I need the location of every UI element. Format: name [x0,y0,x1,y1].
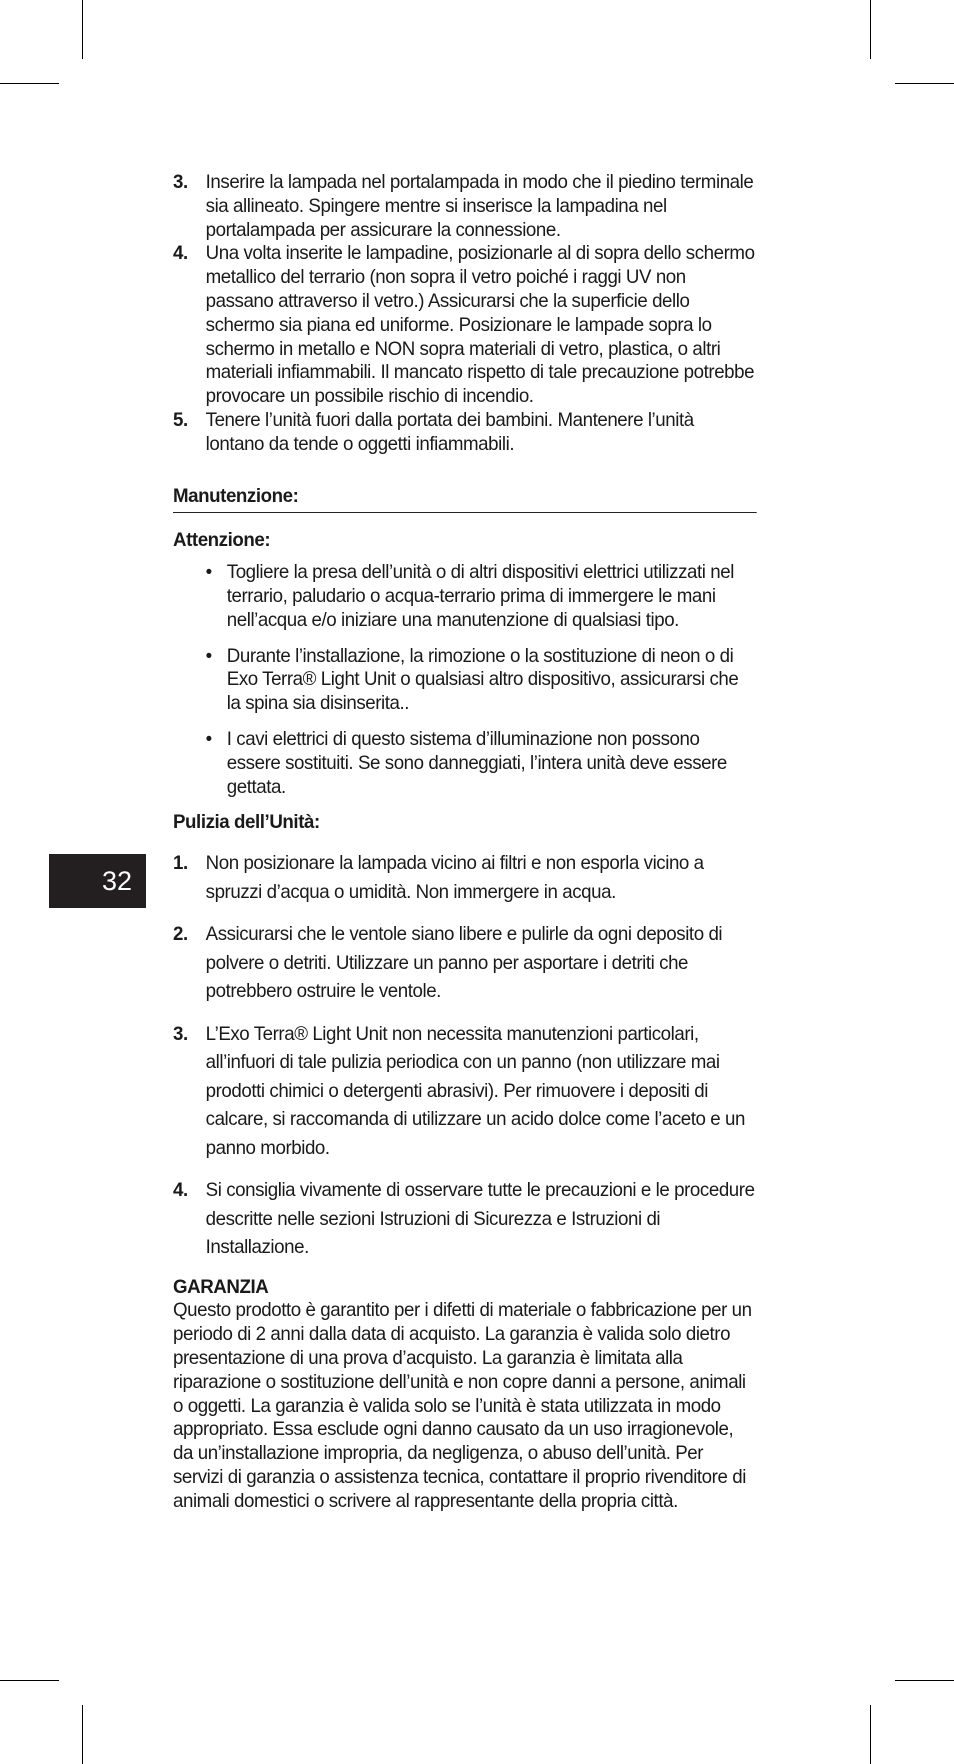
list-item [173,849,757,906]
crop-mark [82,1705,83,1764]
bullet-text: Durante l’installazione, la rimozione o la sostituzione di neon o di Exo Terra® Light Unit o qualsiasi altro dispositivo, assicurarsi che la spina sia disinserita.. [226,644,739,715]
bullet-icon: • [205,727,212,750]
step-text: Una volta inserite le lampadine, posizionarle al di sopra dello schermo metallico del terrario (non sopra il vetro poiché i raggi UV non passano attraverso il vetro.) Assicurarsi che la superficie dello schermo sia piana ed uniforme. Posizionare le lampade sopra lo schermo in metallo e NON sopra materiali di vetro, plastica, o altri materiali infiammabili. Il mancato rispetto di tale precauzione potrebbe provocare un possibile rischio di incendio. [205,242,755,408]
list-item [206,645,757,716]
bullet-text: I cavi elettrici di questo sistema d’illuminazione non possono essere sostituiti. Se sono danneggiati, l’intera unità deve essere gettata. [226,727,727,798]
step-number: 4. [173,1179,188,1202]
bullet-text: Togliere la presa dell’unità o di altri dispositivi elettrici utilizzati nel terrario, paludario o acqua-terrario prima di immergere le mani nell’acqua e/o iniziare una manutenzione di qualsiasi tipo. [226,561,734,631]
list-item [173,1176,757,1262]
warning-heading: Attenzione: [173,529,271,552]
list-item [206,561,757,632]
list-item [206,728,757,799]
list-item [173,409,757,457]
crop-mark [870,0,871,59]
crop-mark [0,83,59,84]
list-item [173,242,757,409]
step-number: 2. [173,923,188,946]
warranty-text: Questo prodotto è garantito per i difetti di materiale o fabbricazione per un periodo di 2 anni dalla data di acquisto. La garanzia è valida solo dietro presentazione di una prova d’acquisto. La garanzia è limitata alla riparazione o sostituzione dell’unità e non copre danni a persone, animali o oggetti. La garanzia è valida solo se l’unità è stata utilizzata in modo appropriato. Essa esclude ogni danno causato da un uso irragionevole, da un’installazione impropria, da negligenza, o abuso dell’unità. Per servizi di garanzia o assistenza tecnica, contattare il proprio rivenditore di animali domestici o scrivere al rappresentante della propria città. [173,1299,752,1512]
document-body [173,171,757,1514]
cleaning-heading: Pulizia dell’Unità: [173,811,320,834]
installation-steps [173,171,757,457]
step-text: Assicurarsi che le ventole siano libere e pulirle da ogni deposito di polvere o detriti. Utilizzare un panno per asportare i detriti che potrebbero ostruire le ventole. [205,923,723,1003]
crop-mark [870,1705,871,1764]
crop-mark [82,0,83,59]
warning-bullets [173,561,757,799]
step-text: Non posizionare la lampada vicino ai filtri e non esporla vicino a spruzzi d’acqua o umidità. Non immergere in acqua. [205,852,704,903]
list-item [173,1020,757,1163]
step-number: 4. [173,242,188,265]
bullet-icon: • [205,644,212,667]
cleaning-steps [173,849,757,1262]
step-number: 1. [173,852,188,875]
crop-mark [895,83,954,84]
step-number: 3. [173,1022,188,1045]
step-text: Si consiglia vivamente di osservare tutte le precauzioni e le procedure descritte nelle sezioni Istruzioni di Sicurezza e Istruzioni di Installazione. [205,1179,755,1259]
maintenance-heading: Manutenzione: [173,485,757,514]
step-text: Tenere l’unità fuori dalla portata dei bambini. Mantenere l’unità lontano da tende o oggetti infiammabili. [205,408,694,455]
warranty-heading: GARANZIA [173,1275,269,1298]
step-number: 5. [173,408,188,431]
list-item [173,171,757,242]
bullet-icon: • [205,561,212,584]
crop-mark [0,1680,59,1681]
list-item [173,920,757,1006]
step-text: L’Exo Terra® Light Unit non necessita manutenzioni particolari, all’infuori di tale pulizia periodica con un panno (non utilizzare mai prodotti chimici o detergenti abrasivi). Per rimuovere i depositi di calcare, si raccomanda di utilizzare un acido dolce come l’aceto e un panno morbido. [205,1022,746,1159]
crop-mark [895,1680,954,1681]
step-text: Inserire la lampada nel portalampada in modo che il piedino terminale sia allineato. Spingere mentre si inserisce la lampadina nel portalampada per assicurare la connessione. [205,171,754,241]
page-number: 32 [49,854,146,908]
step-number: 3. [173,171,188,193]
